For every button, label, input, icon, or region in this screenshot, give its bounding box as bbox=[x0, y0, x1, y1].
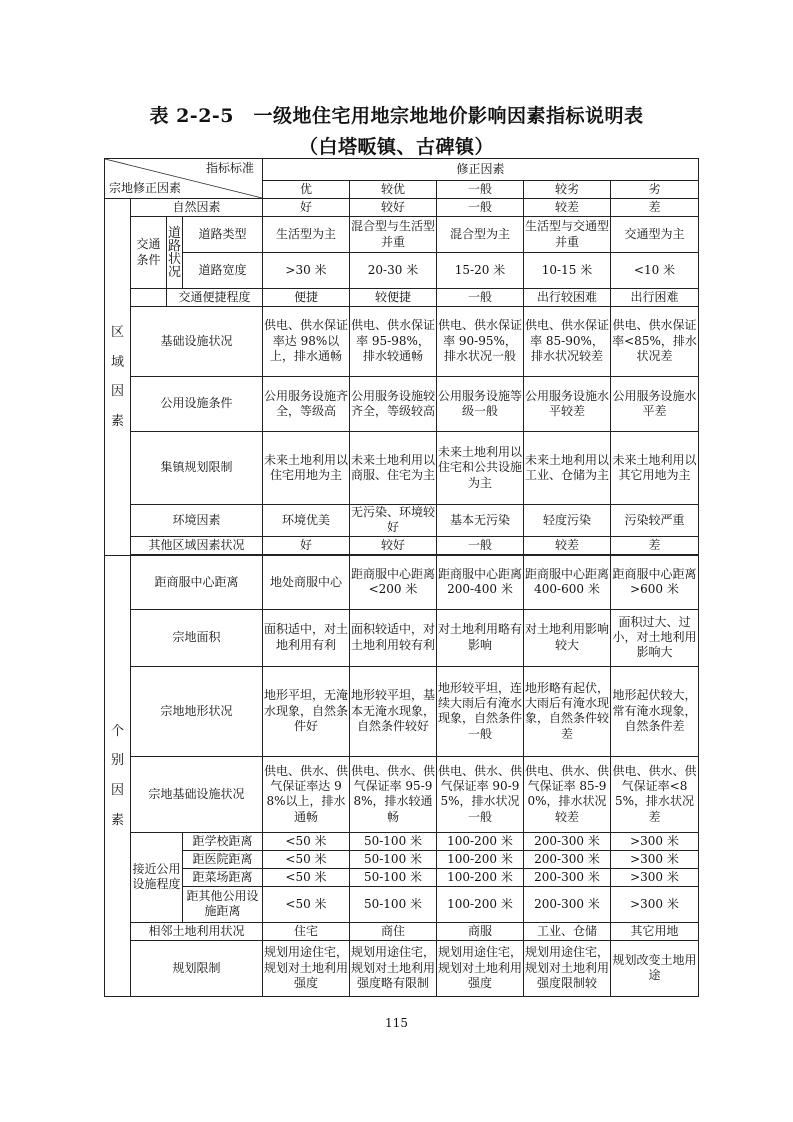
cell: 出行困难 bbox=[611, 289, 699, 307]
row-label: 自然因素 bbox=[131, 199, 263, 217]
cell: 供电、供水保证率 90-95%，排水状况一般 bbox=[437, 307, 524, 377]
cell: 规划用途住宅，规划对土地利用强度略有限制 bbox=[350, 940, 437, 996]
cell: 商服 bbox=[437, 922, 524, 940]
cell: 100-200 米 bbox=[437, 850, 524, 868]
cell: 供电、供水、供气保证率<85%，排水状况差 bbox=[611, 756, 699, 832]
level-header: 较优 bbox=[350, 181, 437, 199]
cell: 供电、供水保证率<85%，排水状况差 bbox=[611, 307, 699, 377]
cell: 供电、供水保证率 85-90%，排水状况较差 bbox=[524, 307, 611, 377]
cell: 较好 bbox=[350, 199, 437, 217]
cell: 50-100 米 bbox=[350, 850, 437, 868]
cell: 未来土地利用以住宅和公共设施为主 bbox=[437, 432, 524, 505]
cell: 无污染、环境较好 bbox=[351, 505, 436, 535]
table-row bbox=[105, 307, 699, 377]
factor-table bbox=[104, 158, 699, 997]
diag-top-label: 指标标准 bbox=[205, 161, 254, 175]
cell: 面积较适中，对土地利用较有利 bbox=[350, 609, 437, 666]
table-row bbox=[105, 832, 699, 850]
cell: 公用服务设施较齐全，等级较高 bbox=[350, 377, 437, 432]
cell: 环境优美 bbox=[263, 505, 350, 537]
cell: 规划用途住宅，规划对土地利用强度 bbox=[263, 940, 350, 996]
row-label: 道路类型 bbox=[183, 217, 263, 253]
table-row bbox=[105, 289, 699, 307]
cell: 公用服务设施水平差 bbox=[611, 377, 699, 432]
cell: 对土地利用略有影响 bbox=[437, 609, 524, 666]
table-row bbox=[105, 199, 699, 217]
cell: 规划用途住宅，规划对土地利用强度 bbox=[437, 940, 524, 996]
cell: 距商服中心距离 200-400 米 bbox=[437, 555, 524, 609]
table-row bbox=[105, 505, 699, 537]
table-title: 表 2-2-5 一级地住宅用地宗地地价影响因素指标说明表 bbox=[149, 105, 644, 127]
cell: 供电、供水保证率达 98%以上，排水通畅 bbox=[263, 307, 350, 377]
cell: <50 米 bbox=[263, 868, 350, 886]
cell: <50 米 bbox=[263, 850, 350, 868]
regional-factor-label: 区 域 因 素 bbox=[105, 199, 131, 556]
cell: 一般 bbox=[437, 289, 524, 307]
cell: 公用服务设施水平较差 bbox=[524, 377, 611, 432]
cell: 10-15 米 bbox=[524, 253, 611, 289]
row-label: 距学校距离 bbox=[183, 832, 263, 850]
row-label: 宗地基础设施状况 bbox=[131, 756, 263, 832]
cell: 100-200 米 bbox=[437, 886, 524, 922]
row-label: 宗地地形状况 bbox=[131, 666, 263, 756]
cell: 生活型与交通型并重 bbox=[524, 217, 611, 253]
row-label: 距菜场距离 bbox=[183, 868, 263, 886]
header-row-1 bbox=[105, 159, 699, 181]
cell: 差 bbox=[611, 199, 699, 217]
cell: 未来土地利用以其它用地为主 bbox=[611, 432, 699, 505]
cell: 出行较困难 bbox=[524, 289, 611, 307]
table-row bbox=[105, 922, 699, 940]
cell: 其它用地 bbox=[611, 922, 699, 940]
cell: <50 米 bbox=[263, 832, 350, 850]
table-row bbox=[105, 850, 699, 868]
row-label: 距商服中心距离 bbox=[131, 555, 263, 609]
level-header: 优 bbox=[263, 181, 350, 199]
cell: 供电、供水、供气保证率 90-95%，排水状况一般 bbox=[437, 756, 524, 832]
table-row bbox=[105, 756, 699, 832]
cell: 差 bbox=[611, 536, 699, 554]
traffic-label: 交通条件 bbox=[131, 217, 167, 289]
cell: 50-100 米 bbox=[350, 868, 437, 886]
cell: 轻度污染 bbox=[524, 505, 611, 537]
cell: 公用服务设施齐全，等级高 bbox=[263, 377, 350, 432]
cell: 200-300 米 bbox=[524, 850, 611, 868]
cell: 供电、供水、供气保证率 85-90%，排水状况较差 bbox=[524, 756, 611, 832]
cell: 地形较平坦，基本无淹水现象，自然条件较好 bbox=[350, 666, 437, 756]
cell: 便捷 bbox=[263, 289, 350, 307]
cell: 面积过大、过小，对土地利用影响大 bbox=[611, 609, 699, 666]
access-label: 接近公用设施程度 bbox=[131, 832, 183, 922]
cell: <50 米 bbox=[263, 886, 350, 922]
cell: 混合型与生活型并重 bbox=[350, 217, 437, 253]
row-label: 交通便捷程度 bbox=[167, 289, 263, 307]
cell: 200-300 米 bbox=[524, 868, 611, 886]
row-label: 环境因素 bbox=[131, 505, 263, 537]
table-row bbox=[105, 886, 699, 922]
cell: 未来土地利用以住宅用地为主 bbox=[263, 432, 350, 505]
cell: 生活型为主 bbox=[263, 217, 350, 253]
cell: >30 米 bbox=[263, 253, 350, 289]
cell: 100-200 米 bbox=[437, 832, 524, 850]
row-label: 道路宽度 bbox=[183, 253, 263, 289]
table-row bbox=[105, 555, 699, 609]
cell: 供电、供水、供气保证率 95-98%，排水较通畅 bbox=[350, 756, 437, 832]
row-label: 距其他公用设施距离 bbox=[183, 886, 263, 922]
row-label: 宗地面积 bbox=[131, 609, 263, 666]
cell: >300 米 bbox=[611, 868, 699, 886]
table-row bbox=[105, 609, 699, 666]
cell: 好 bbox=[263, 199, 350, 217]
cell: 50-100 米 bbox=[350, 832, 437, 850]
cell: 距商服中心距离<200 米 bbox=[350, 555, 437, 609]
row-label: 规划限制 bbox=[131, 940, 263, 996]
diagonal-header-cell bbox=[105, 159, 263, 199]
cell: >300 米 bbox=[611, 886, 699, 922]
cell: 公用服务设施等级一般 bbox=[437, 377, 524, 432]
cell: 未来土地利用以工业、仓储为主 bbox=[524, 432, 611, 505]
cell: 交通型为主 bbox=[611, 217, 699, 253]
cell: 200-300 米 bbox=[524, 832, 611, 850]
page-number: 115 bbox=[385, 1016, 408, 1030]
cell: 规划用途住宅，规划对土地利用强度限制较 bbox=[524, 940, 611, 996]
cell: 距商服中心距离>600 米 bbox=[611, 555, 699, 609]
diag-bottom-label: 宗地修正因素 bbox=[109, 180, 182, 195]
cell: 较好 bbox=[350, 536, 437, 554]
table-row bbox=[105, 253, 699, 289]
cell: 100-200 米 bbox=[437, 868, 524, 886]
table-row bbox=[105, 666, 699, 756]
cell: 地形较平坦，连续大雨后有淹水现象，自然条件一般 bbox=[437, 666, 524, 756]
cell: 较差 bbox=[524, 536, 611, 554]
cell: 规划改变土地用途 bbox=[611, 940, 699, 996]
table-subtitle: （白塔畈镇、古碑镇） bbox=[298, 136, 494, 158]
cell: >300 米 bbox=[611, 832, 699, 850]
row-label: 相邻土地利用状况 bbox=[131, 922, 263, 940]
cell: 未来土地利用以商服、住宅为主 bbox=[350, 432, 437, 505]
table-row bbox=[105, 377, 699, 432]
cell: 供电、供水保证率 95-98%，排水较通畅 bbox=[350, 307, 437, 377]
cell: 地形起伏较大，常有淹水现象，自然条件差 bbox=[611, 666, 699, 756]
individual-factor-label: 个 别 因 素 bbox=[105, 555, 131, 996]
road-status-label: 道 路 状 况 bbox=[167, 217, 183, 289]
table-row bbox=[105, 432, 699, 505]
cell: 50-100 米 bbox=[350, 886, 437, 922]
cell: 200-300 米 bbox=[524, 886, 611, 922]
cell: 对土地利用影响较大 bbox=[524, 609, 611, 666]
table-row bbox=[105, 868, 699, 886]
row-label: 距医院距离 bbox=[183, 850, 263, 868]
cell: 地处商服中心 bbox=[263, 555, 350, 609]
cell: 15-20 米 bbox=[437, 253, 524, 289]
table-row bbox=[105, 536, 699, 554]
cell: <10 米 bbox=[611, 253, 699, 289]
row-label: 集镇规划限制 bbox=[131, 432, 263, 505]
table-row bbox=[105, 940, 699, 996]
cell: 较差 bbox=[524, 199, 611, 217]
cell: 地形略有起伏，大雨后有淹水现象，自然条件较差 bbox=[524, 666, 611, 756]
level-header: 较劣 bbox=[524, 181, 611, 199]
cell: 工业、仓储 bbox=[524, 922, 611, 940]
cell: 好 bbox=[263, 536, 350, 554]
cell: 住宅 bbox=[263, 922, 350, 940]
level-header: 一般 bbox=[437, 181, 524, 199]
row-label: 其他区域因素状况 bbox=[131, 536, 263, 554]
cell: 面积适中，对土地利用有利 bbox=[263, 609, 350, 666]
row-label: 公用设施条件 bbox=[131, 377, 263, 432]
cell: 距商服中心距离 400-600 米 bbox=[524, 555, 611, 609]
cell: 地形平坦，无淹水现象，自然条件好 bbox=[263, 666, 350, 756]
cell: 一般 bbox=[437, 536, 524, 554]
table-row bbox=[105, 217, 699, 253]
group-header: 修正因素 bbox=[263, 159, 699, 181]
cell: >300 米 bbox=[611, 850, 699, 868]
cell: 基本无污染 bbox=[437, 505, 524, 537]
cell: 污染较严重 bbox=[611, 505, 699, 537]
cell: 商住 bbox=[350, 922, 437, 940]
cell: 供电、供水、供气保证率达 98%以上，排水通畅 bbox=[263, 756, 350, 832]
cell: 一般 bbox=[437, 199, 524, 217]
cell: 混合型为主 bbox=[437, 217, 524, 253]
cell: 较便捷 bbox=[350, 289, 437, 307]
row-label: 基础设施状况 bbox=[131, 307, 263, 377]
level-header: 劣 bbox=[611, 181, 699, 199]
cell: 20-30 米 bbox=[350, 253, 437, 289]
